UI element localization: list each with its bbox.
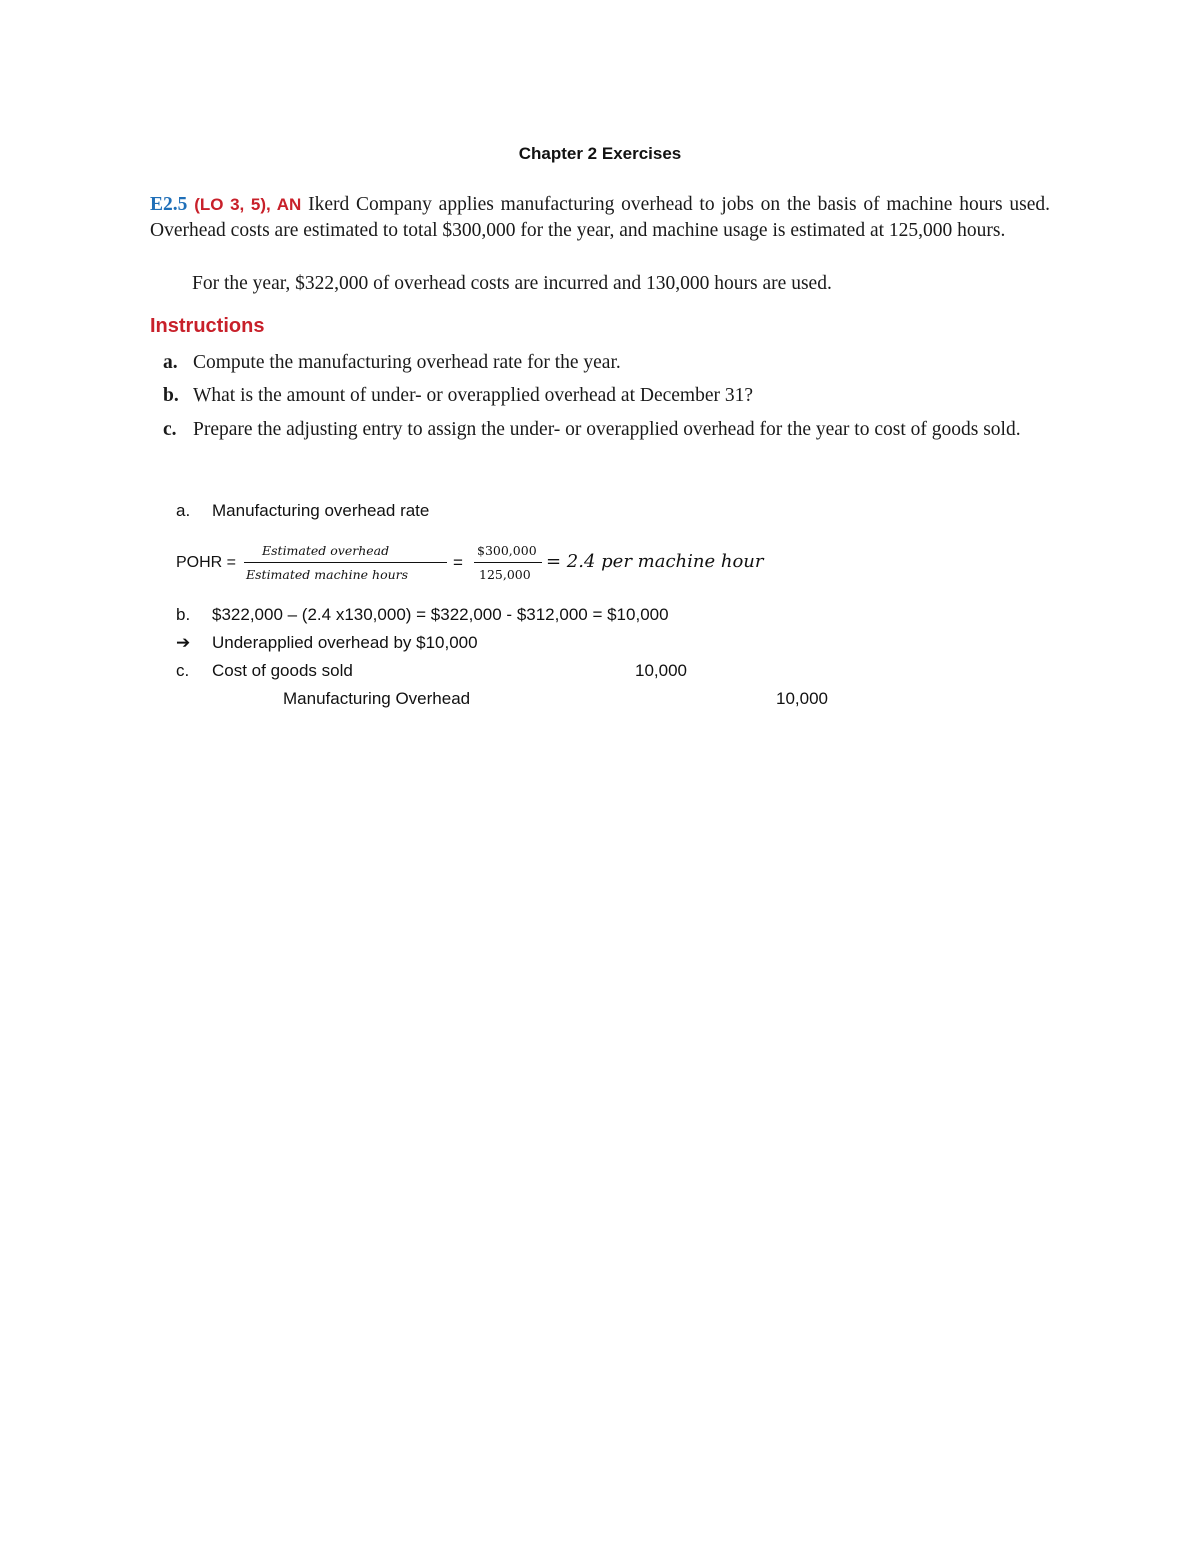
problem-text-continued: For the year, $322,000 of overhead costs are incurred and 130,000 hours are used. bbox=[192, 273, 832, 294]
page-title: Chapter 2 Exercises bbox=[518, 144, 682, 163]
answer-b-calculation: $322,000 – (2.4 x130,000) = $322,000 - $312,000 = $10,000 bbox=[212, 605, 669, 624]
learning-objectives: (LO 3, 5), AN bbox=[194, 195, 302, 214]
journal-debit-amount: 10,000 bbox=[635, 661, 687, 680]
journal-credit-account: Manufacturing Overhead bbox=[283, 689, 471, 708]
problem-statement bbox=[150, 192, 1050, 244]
answer-b-letter: b. bbox=[176, 605, 191, 624]
instruction-item bbox=[163, 417, 1053, 443]
fraction1-numerator: Estimated overhead bbox=[262, 543, 390, 558]
pohr-result: = 2.4 per machine hour bbox=[546, 551, 764, 572]
fraction2-numerator: $300,000 bbox=[477, 543, 537, 558]
fraction1-bar bbox=[244, 562, 447, 563]
instruction-letter: b. bbox=[163, 385, 179, 406]
fraction2-denominator: 125,000 bbox=[479, 567, 531, 582]
instruction-text: Compute the manufacturing overhead rate for the year. bbox=[193, 352, 621, 373]
instruction-text: Prepare the adjusting entry to assign the under- or overapplied overhead for the year to cost of goods sold. bbox=[193, 419, 1021, 440]
answer-c-letter: c. bbox=[176, 661, 190, 680]
problem-code: E2.5 bbox=[150, 194, 188, 215]
pohr-label: POHR = bbox=[176, 554, 237, 571]
instruction-item bbox=[163, 350, 1053, 376]
instruction-item bbox=[163, 383, 1053, 409]
answer-b-conclusion: Underapplied overhead by $10,000 bbox=[212, 633, 478, 652]
fraction2-bar bbox=[474, 562, 542, 563]
equals-sign: = bbox=[453, 553, 463, 572]
arrow-icon: ➔ bbox=[176, 633, 191, 652]
answer-a-letter: a. bbox=[176, 501, 191, 520]
fraction1-denominator: Estimated machine hours bbox=[246, 567, 409, 582]
instructions-heading: Instructions bbox=[150, 315, 265, 337]
instruction-letter: a. bbox=[163, 352, 178, 373]
instruction-text: What is the amount of under- or overapplied overhead at December 31? bbox=[193, 385, 754, 406]
journal-credit-amount: 10,000 bbox=[776, 689, 828, 708]
problem-text: Ikerd Company applies manufacturing overhead to jobs on the basis of machine hours used. Overhead costs are estimated to total $300,000 for the year, and machine usage is estimated at 125,000 hours. bbox=[150, 194, 1050, 241]
instruction-letter: c. bbox=[163, 419, 177, 440]
answer-a-label: Manufacturing overhead rate bbox=[212, 501, 430, 520]
journal-debit-account: Cost of goods sold bbox=[212, 661, 353, 680]
